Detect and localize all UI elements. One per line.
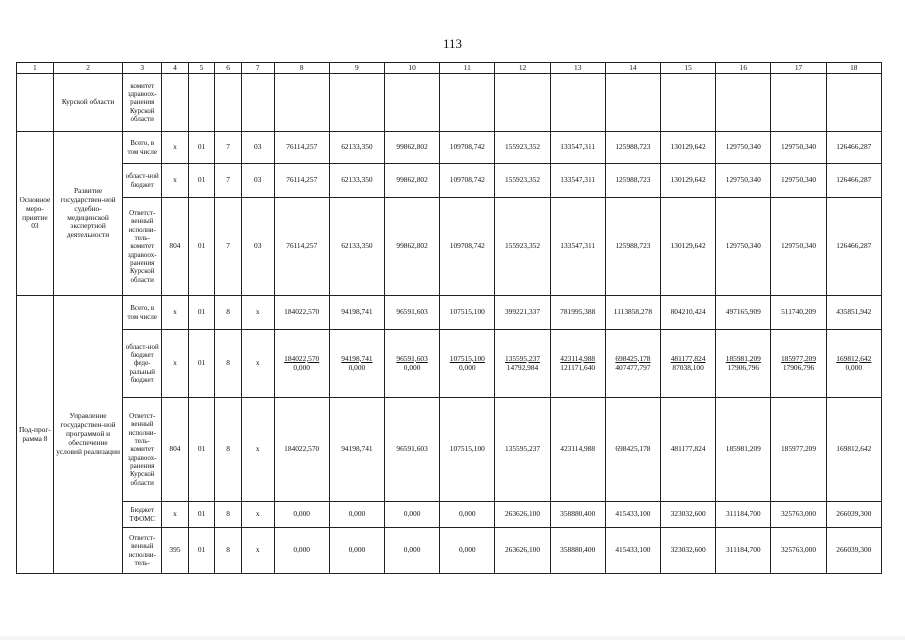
code-cell: 03 [241,164,274,198]
row-label: Всего, в том числе [123,132,162,164]
code-cell: 7 [215,132,242,164]
cell [17,74,54,132]
code-cell: 8 [215,398,242,502]
value-cell: 399221,337 [495,296,550,330]
code-cell: х [162,296,189,330]
row-label: Ответст-венный исполни-тель-комитет здравоох-ранения Курской области [123,198,162,296]
regional-budget-value: 481177,824 [670,353,706,363]
federal-budget-value: 0,000 [458,362,476,372]
regional-budget-value: 169812,642 [836,353,872,363]
value-cell: 62133,350 [329,164,384,198]
value-cell: 804210,424 [661,296,716,330]
value-cell: 96591,603 [385,296,440,330]
value-cell: 94198,741 [329,296,384,330]
value-cell: 325763,000 [771,502,826,528]
code-cell: х [241,398,274,502]
value-cell: 497165,909 [716,296,771,330]
value-cell: 358880,400 [550,528,605,574]
table-row [17,528,882,574]
value-cell: 94198,741 [329,398,384,502]
code-cell: х [162,330,189,398]
column-header: 18 [826,63,881,74]
federal-budget-value: 17906,796 [727,362,760,372]
column-header: 1 [17,63,54,74]
value-cell: 169812,642 [826,398,881,502]
code-cell: 03 [241,198,274,296]
federal-budget-value: 0,000 [293,362,311,372]
value-cell [440,330,495,398]
value-cell: 76114,257 [274,198,329,296]
value-cell [661,330,716,398]
value-cell: 0,000 [385,502,440,528]
code-cell: х [162,164,189,198]
table-row [17,74,882,132]
row-label: Всего, в том числе [123,296,162,330]
value-cell: 0,000 [329,528,384,574]
value-cell [716,330,771,398]
code-cell: 01 [188,528,215,574]
cell: комитет здравоох-ранения Курской области [123,74,162,132]
federal-budget-value: 0,000 [348,362,366,372]
header-row [17,63,882,74]
code-cell: х [162,132,189,164]
value-cell: 311184,700 [716,528,771,574]
value-cell: 698425,178 [605,398,660,502]
value-cell [771,330,826,398]
value-cell: 358880,400 [550,502,605,528]
value-cell: 126466,287 [826,198,881,296]
code-cell: 01 [188,132,215,164]
value-cell: 99862,802 [385,132,440,164]
code-cell: 8 [215,296,242,330]
value-cell: 130129,642 [661,164,716,198]
code-cell: 7 [215,198,242,296]
value-cell: 185977,209 [771,398,826,502]
value-cell: 133547,311 [550,132,605,164]
value-cell: 76114,257 [274,132,329,164]
value-cell [550,330,605,398]
value-cell: 129750,340 [771,198,826,296]
value-cell: 266039,300 [826,502,881,528]
federal-budget-value: 407477,797 [615,362,651,372]
column-header: 11 [440,63,495,74]
regional-budget-value: 94198,741 [341,353,373,363]
row-label: Ответст-венный исполни-тель- [123,528,162,574]
value-cell: 311184,700 [716,502,771,528]
federal-budget-value: 121171,640 [560,362,596,372]
column-header: 15 [661,63,716,74]
code-cell: 03 [241,132,274,164]
value-cell: 1113858,278 [605,296,660,330]
value-cell: 133547,311 [550,198,605,296]
regional-budget-value: 185981,209 [725,353,761,363]
value-cell: 109708,742 [440,132,495,164]
column-header: 3 [123,63,162,74]
value-cell: 155923,352 [495,198,550,296]
value-cell: 109708,742 [440,198,495,296]
value-cell: 0,000 [274,502,329,528]
table-row [17,398,882,502]
value-cell: 415433,100 [605,502,660,528]
value-cell: 266039,300 [826,528,881,574]
column-header: 8 [274,63,329,74]
code-cell: 395 [162,528,189,574]
value-cell: 184022,570 [274,296,329,330]
table-row [17,132,882,164]
value-cell: 0,000 [385,528,440,574]
table-row [17,502,882,528]
value-cell: 129750,340 [716,164,771,198]
value-cell [826,330,881,398]
value-cell: 125988,723 [605,198,660,296]
row-group-title: Управление государствен-ной программой и обеспечение условий реализации [53,296,123,574]
budget-table [16,62,882,574]
code-cell: 01 [188,296,215,330]
value-cell: 129750,340 [716,132,771,164]
value-cell: 155923,352 [495,164,550,198]
row-label: Ответст-венный исполни-тель-комитет здравоох-ранения Курской области [123,398,162,502]
regional-budget-value: 107515,100 [449,353,485,363]
column-header: 6 [215,63,242,74]
value-cell: 511740,209 [771,296,826,330]
value-cell: 435851,942 [826,296,881,330]
value-cell: 263626,100 [495,502,550,528]
value-cell: 781995,388 [550,296,605,330]
value-cell: 481177,824 [661,398,716,502]
table-row [17,296,882,330]
column-header: 13 [550,63,605,74]
value-cell: 130129,642 [661,132,716,164]
value-cell: 107515,100 [440,296,495,330]
regional-budget-value: 135595,237 [504,353,541,363]
value-cell: 185981,209 [716,398,771,502]
row-group-title: Развитие государствен-ной судебно-медицинской экспертной деятельности [53,132,123,296]
regional-budget-value: 184022,570 [284,353,320,363]
scan-edge [0,636,905,640]
table-row [17,164,882,198]
value-cell: 107515,100 [440,398,495,502]
value-cell: 99862,802 [385,164,440,198]
row-label: Бюджет ТФОМС [123,502,162,528]
code-cell: 01 [188,398,215,502]
regional-budget-value: 96591,603 [396,353,428,363]
code-cell: 8 [215,502,242,528]
column-header: 12 [495,63,550,74]
code-cell: 8 [215,330,242,398]
column-header: 7 [241,63,274,74]
code-cell: 8 [215,528,242,574]
value-cell: 99862,802 [385,198,440,296]
value-cell [605,330,660,398]
code-cell: 01 [188,164,215,198]
value-cell: 325763,000 [771,528,826,574]
federal-budget-value: 14792,984 [506,362,539,372]
column-header: 5 [188,63,215,74]
code-cell: 01 [188,198,215,296]
value-cell: 129750,340 [716,198,771,296]
code-cell: х [241,502,274,528]
value-cell: 130129,642 [661,198,716,296]
value-cell [385,330,440,398]
value-cell: 323032,600 [661,528,716,574]
federal-budget-value: 0,000 [403,362,421,372]
value-cell: 155923,352 [495,132,550,164]
federal-budget-value: 0,000 [845,362,863,372]
column-header: 10 [385,63,440,74]
value-cell: 323032,600 [661,502,716,528]
value-cell: 125988,723 [605,164,660,198]
code-cell: х [241,296,274,330]
page-number: 113 [442,36,463,51]
cell: Курской области [53,74,123,132]
value-cell: 133547,311 [550,164,605,198]
value-cell: 135595,237 [495,398,550,502]
code-cell: х [241,330,274,398]
row-group-label: Основное меро-приятие 03 [17,132,54,296]
value-cell: 0,000 [440,528,495,574]
regional-budget-value: 698425,178 [615,353,651,363]
value-cell: 184022,570 [274,398,329,502]
value-cell [274,330,329,398]
code-cell: 01 [188,502,215,528]
code-cell: х [162,502,189,528]
value-cell: 126466,287 [826,132,881,164]
code-cell: х [241,528,274,574]
value-cell: 125988,723 [605,132,660,164]
federal-budget-value: 17906,796 [782,362,815,372]
value-cell [495,330,550,398]
column-header: 9 [329,63,384,74]
value-cell: 0,000 [440,502,495,528]
table-row [17,198,882,296]
value-cell: 62133,350 [329,132,384,164]
code-cell: 01 [188,330,215,398]
value-cell: 129750,340 [771,132,826,164]
column-header: 17 [771,63,826,74]
regional-budget-value: 185977,209 [780,353,817,363]
value-cell: 129750,340 [771,164,826,198]
value-cell: 126466,287 [826,164,881,198]
code-cell: 804 [162,198,189,296]
value-cell [329,330,384,398]
column-header: 2 [53,63,123,74]
regional-budget-value: 423114,988 [560,353,596,363]
value-cell: 0,000 [329,502,384,528]
value-cell: 109708,742 [440,164,495,198]
value-cell: 62133,350 [329,198,384,296]
column-header: 4 [162,63,189,74]
code-cell: 7 [215,164,242,198]
value-cell: 0,000 [274,528,329,574]
row-label: област-ной бюджет феде-ральный бюджет [123,330,162,398]
column-header: 16 [716,63,771,74]
value-cell: 415433,100 [605,528,660,574]
value-cell: 423114,988 [550,398,605,502]
table-row [17,330,882,398]
value-cell: 96591,603 [385,398,440,502]
column-header: 14 [605,63,660,74]
value-cell: 263626,100 [495,528,550,574]
row-group-label: Под-прог-рамма 8 [17,296,54,574]
code-cell: 804 [162,398,189,502]
federal-budget-value: 87038,100 [672,362,704,372]
value-cell: 76114,257 [274,164,329,198]
row-label: област-ной бюджет [123,164,162,198]
